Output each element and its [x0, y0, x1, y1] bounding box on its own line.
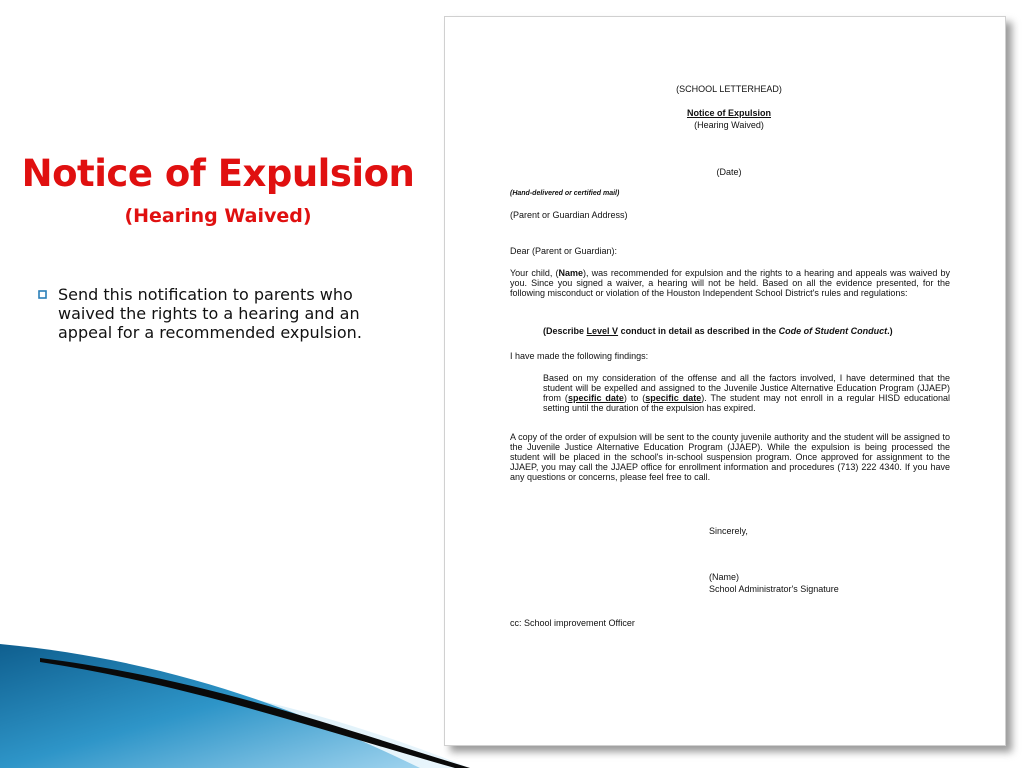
- closing: Sincerely,: [709, 526, 748, 536]
- signature-name: (Name): [709, 572, 740, 582]
- letter-subheading: (Hearing Waived): [694, 120, 764, 130]
- letter-date: (Date): [716, 167, 742, 177]
- findings-intro: I have made the following findings:: [510, 351, 649, 361]
- signature-title: School Administrator's Signature: [709, 584, 839, 594]
- paragraph-order-copy: A copy of the order of expulsion will be sent to the county juvenile authority and the student will be assigned to the Juvenile Justice Alternative Education Program (JJAEP). While the expulsion is being processed the student will be placed in the school's in-school suspension program. Once approved for assignment to the JJAEP, you may call the JJAEP office for enrollment information and procedures (713) 222 4340. If you have any questions or concerns, please feel free to call.: [510, 432, 950, 482]
- slide-subtitle: (Hearing Waived): [124, 205, 312, 227]
- square-bullet-icon: [38, 285, 48, 305]
- findings-paragraph: Based on my consideration of the offense and all the factors involved, I have determined that the student will be expelled and assigned to the Juvenile Justice Alternative Education Program (JJAEP) from (specific date) to (specific date). The student may not enroll in a regular HISD educational setting until the duration of the expulsion has expired.: [543, 373, 951, 413]
- delivery-method: (Hand-delivered or certified mail): [510, 190, 620, 197]
- salutation: Dear (Parent or Guardian):: [510, 246, 618, 256]
- paragraph-recommendation: Your child, (Name), was recommended for expulsion and the rights to a hearing and appeals was waived by you. Since you signed a waiver, a hearing will not be held. Based on all the evidence presented, for the following misconduct or violation of the Houston Independent School District's rules and regulations:: [510, 268, 950, 298]
- letter-heading: Notice of Expulsion: [686, 108, 771, 118]
- slide-body-text: Send this notification to parents who waived the rights to a hearing and an appeal for a recommended expulsion.: [58, 285, 362, 342]
- student-name-placeholder: Name: [558, 268, 584, 278]
- slide-title: Notice of Expulsion: [21, 152, 415, 195]
- letter-document: [444, 16, 1006, 746]
- recipient-address: (Parent or Guardian Address): [510, 210, 628, 220]
- describe-conduct: (Describe Level V conduct in detail as described in the Code of Student Conduct.): [543, 326, 893, 336]
- cc-line: cc: School improvement Officer: [510, 618, 635, 628]
- letterhead: (SCHOOL LETTERHEAD): [676, 84, 782, 94]
